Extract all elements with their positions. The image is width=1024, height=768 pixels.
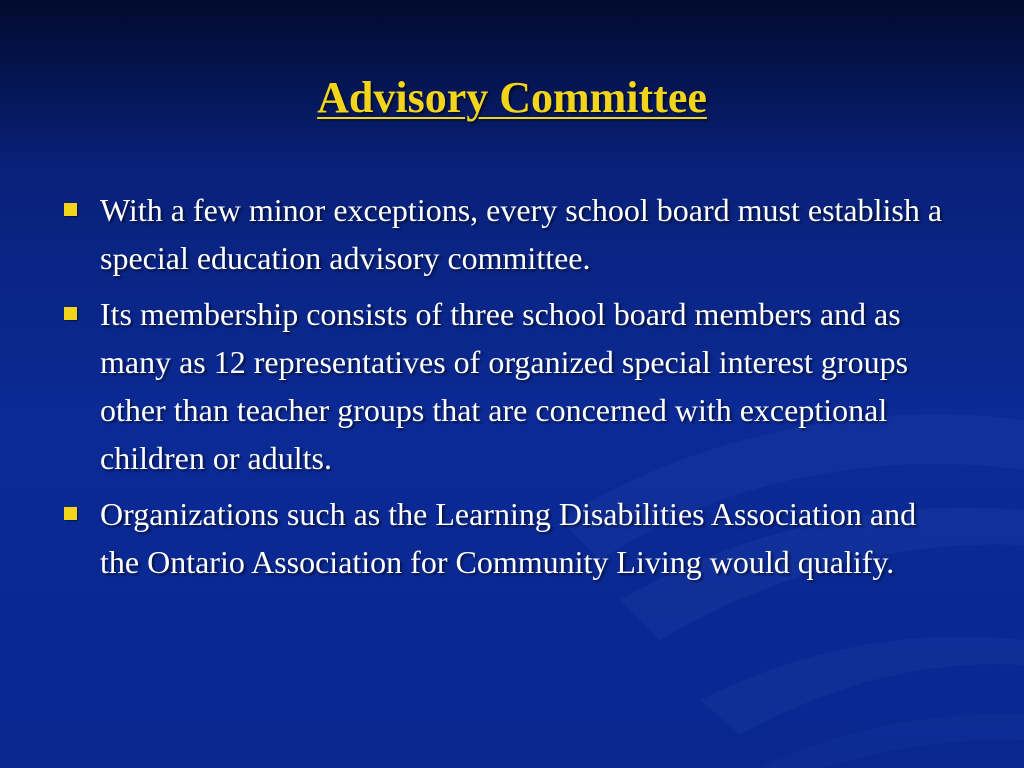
bullet-item <box>62 490 962 586</box>
bullet-text: With a few minor exceptions, every school board must establish a special education advisory committee. <box>100 192 943 276</box>
bullet-item <box>62 290 962 482</box>
square-bullet-icon <box>64 203 77 216</box>
square-bullet-icon <box>64 507 77 520</box>
square-bullet-icon <box>64 307 77 320</box>
bullet-item <box>62 186 962 282</box>
slide-title: Advisory Committee <box>317 73 707 122</box>
bullet-text: Organizations such as the Learning Disabilities Association and the Ontario Association for Community Living would qualify. <box>100 496 917 580</box>
bullet-text: Its membership consists of three school board members and as many as 12 representatives of organized special interest groups other than teacher groups that are concerned with exceptional children or adults. <box>100 296 909 476</box>
bullet-list <box>62 186 962 594</box>
